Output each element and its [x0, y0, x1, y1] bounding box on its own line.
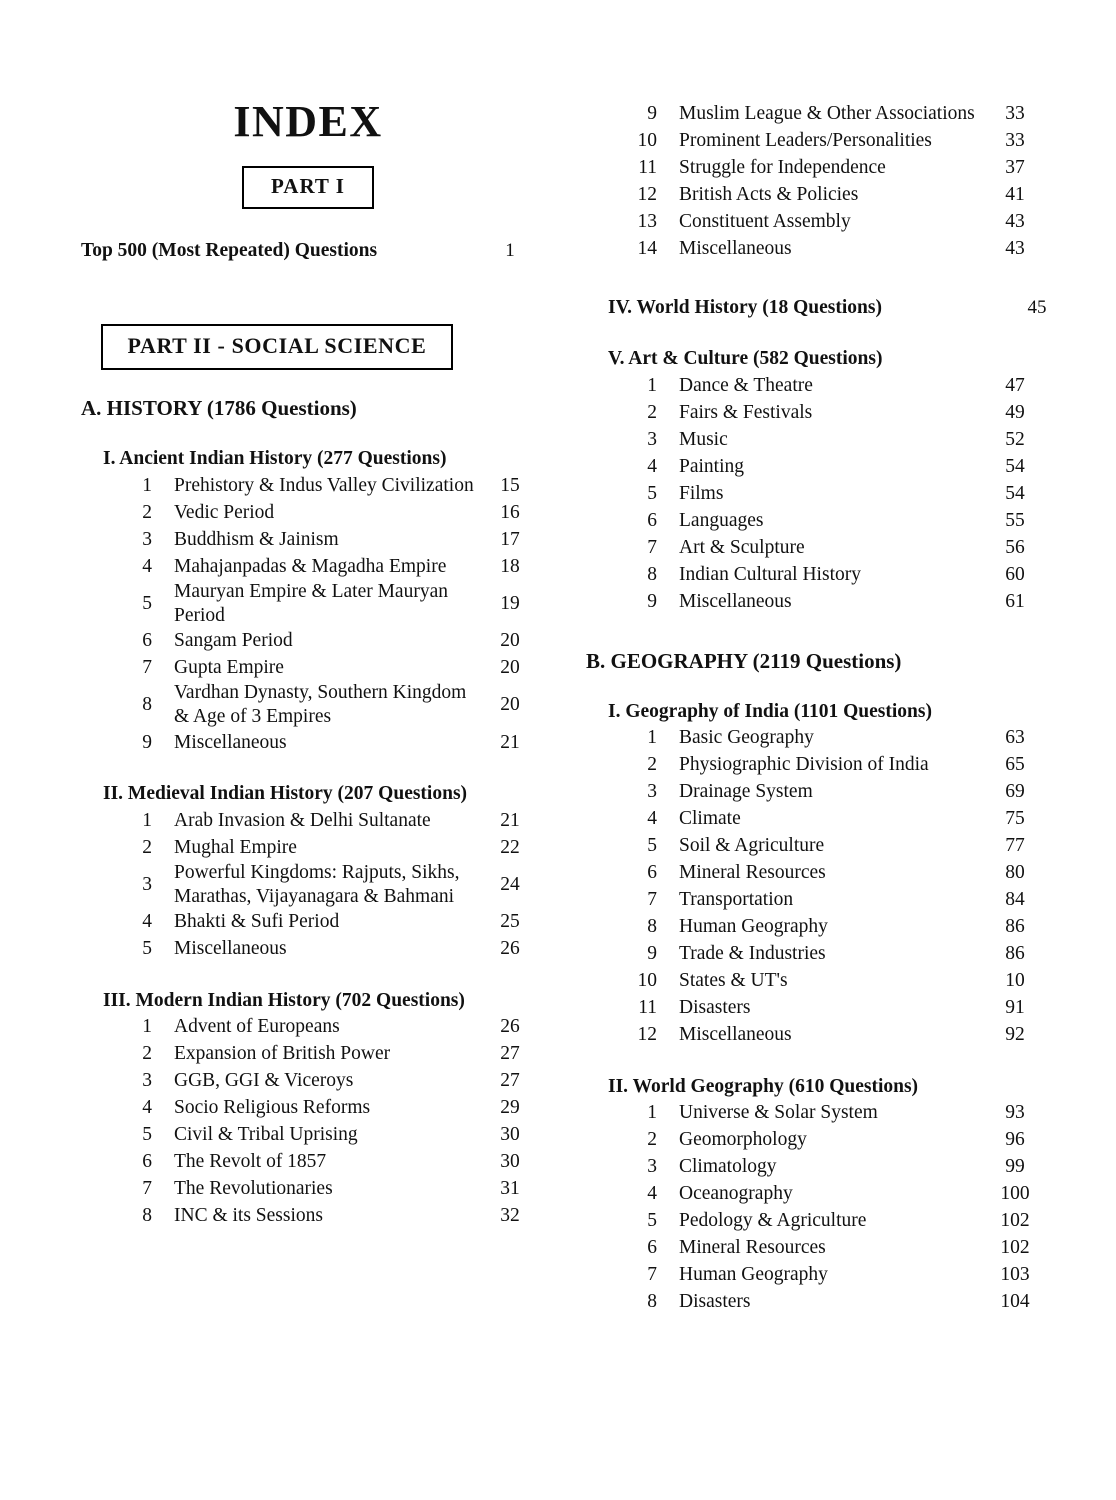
entry-number: 8 — [142, 1205, 152, 1227]
entry-page: 25 — [500, 911, 520, 933]
entry-title: Miscellaneous — [174, 938, 287, 960]
entry-list-medieval-indian-history — [78, 807, 538, 963]
entry-number: 5 — [647, 1210, 657, 1232]
entry-page: 29 — [500, 1097, 520, 1119]
entry-number: 5 — [647, 482, 657, 504]
subsection-heading-ancient-indian-history: I. Ancient Indian History (277 Questions) — [103, 447, 447, 469]
entry-title: Climate — [679, 808, 741, 830]
list-item[interactable] — [583, 1262, 1043, 1289]
entry-title: The Revolt of 1857 — [174, 1151, 327, 1173]
entry-number: 6 — [647, 862, 657, 884]
entry-title: Universe & Solar System — [679, 1102, 878, 1124]
entry-title: Buddhism & Jainism — [174, 528, 339, 550]
entry-page: 43 — [1005, 237, 1025, 259]
entry-number: 7 — [142, 1178, 152, 1200]
list-item[interactable] — [78, 627, 538, 654]
list-item[interactable] — [583, 1235, 1043, 1262]
entry-number: 6 — [647, 1237, 657, 1259]
entry-number: 6 — [142, 630, 152, 652]
entry-title: Basic Geography — [679, 727, 814, 749]
list-item[interactable] — [78, 553, 538, 580]
entry-title: Fairs & Festivals — [679, 401, 813, 423]
subsection-heading-world-history-label: IV. World History (18 Questions) — [608, 297, 882, 318]
part-ii-badge: PART II - SOCIAL SCIENCE — [101, 324, 453, 370]
entry-page: 19 — [500, 592, 520, 614]
list-item[interactable] — [583, 833, 1043, 860]
list-item[interactable] — [583, 480, 1043, 507]
list-item[interactable] — [583, 1127, 1043, 1154]
entry-number: 1 — [142, 809, 152, 831]
entry-number: 12 — [637, 183, 657, 205]
entry-title: The Revolutionaries — [174, 1178, 333, 1200]
list-item[interactable] — [78, 729, 538, 756]
entry-title: GGB, GGI & Viceroys — [174, 1070, 354, 1092]
entry-page: 22 — [500, 836, 520, 858]
entry-number: 4 — [142, 1097, 152, 1119]
list-item[interactable] — [583, 725, 1043, 752]
entry-page: 102 — [1000, 1210, 1030, 1232]
entry-page: 75 — [1005, 808, 1025, 830]
entry-page: 84 — [1005, 889, 1025, 911]
entry-number: 2 — [647, 754, 657, 776]
entry-page: 92 — [1005, 1024, 1025, 1046]
entry-page: 103 — [1000, 1264, 1030, 1286]
entry-page: 102 — [1000, 1237, 1030, 1259]
subsection-page-world-history: 45 — [1027, 297, 1047, 318]
entry-title: Prehistory & Indus Valley Civilization — [174, 474, 474, 496]
entry-page: 65 — [1005, 754, 1025, 776]
entry-page: 63 — [1005, 727, 1025, 749]
list-item[interactable] — [583, 534, 1043, 561]
top-500-label: Top 500 (Most Repeated) Questions — [81, 240, 378, 261]
entry-page: 20 — [500, 630, 520, 652]
list-item[interactable] — [78, 1149, 538, 1176]
entry-title: Painting — [679, 455, 745, 477]
entry-title: Art & Sculpture — [679, 536, 805, 558]
entry-page: 96 — [1005, 1129, 1025, 1151]
entry-title: Trade & Industries — [679, 943, 826, 965]
entry-page: 15 — [500, 474, 520, 496]
entry-title: Physiographic Division of India — [679, 754, 929, 776]
entry-number: 11 — [638, 997, 657, 1019]
list-item[interactable] — [583, 806, 1043, 833]
entry-number: 5 — [142, 938, 152, 960]
entry-page: 30 — [500, 1124, 520, 1146]
entry-page: 43 — [1005, 210, 1025, 232]
list-item[interactable] — [78, 526, 538, 553]
entry-page: 26 — [500, 938, 520, 960]
entry-page: 47 — [1005, 374, 1025, 396]
entry-number: 7 — [647, 536, 657, 558]
list-item[interactable] — [583, 154, 1043, 181]
entry-page: 20 — [500, 694, 520, 716]
entry-number: 1 — [142, 1016, 152, 1038]
entry-number: 14 — [637, 237, 657, 259]
list-item[interactable] — [583, 1154, 1043, 1181]
entry-title: INC & its Sessions — [174, 1205, 323, 1227]
list-item[interactable] — [583, 914, 1043, 941]
entry-title: Mineral Resources — [679, 862, 826, 884]
entry-number: 1 — [142, 474, 152, 496]
entry-number: 3 — [142, 873, 152, 895]
entry-page: 21 — [500, 731, 520, 753]
entry-title: Films — [679, 482, 724, 504]
entry-number: 6 — [142, 1151, 152, 1173]
entry-title: States & UT's — [679, 970, 788, 992]
entry-number: 8 — [647, 1291, 657, 1313]
list-item[interactable] — [583, 100, 1043, 127]
list-item[interactable] — [583, 1181, 1043, 1208]
list-item[interactable] — [78, 681, 538, 729]
entry-title: Mughal Empire — [174, 836, 297, 858]
entry-page: 54 — [1005, 482, 1025, 504]
entry-number: 2 — [647, 1129, 657, 1151]
entry-number: 2 — [142, 501, 152, 523]
entry-page: 55 — [1005, 509, 1025, 531]
entry-number: 5 — [647, 835, 657, 857]
list-item[interactable] — [78, 1122, 538, 1149]
entry-title: British Acts & Policies — [679, 183, 859, 205]
top-500-entry[interactable] — [81, 239, 538, 264]
entry-page: 54 — [1005, 455, 1025, 477]
entry-page: 24 — [500, 873, 520, 895]
entry-title: Human Geography — [679, 1264, 828, 1286]
entry-title: Constituent Assembly — [679, 210, 851, 232]
entry-title: Powerful Kingdoms: Rajputs, Sikhs, Marathas, Vijayanagara & Bahmani — [174, 861, 460, 907]
list-item[interactable] — [78, 936, 538, 963]
entry-number: 3 — [647, 428, 657, 450]
entry-title: Music — [679, 428, 728, 450]
entry-page: 31 — [500, 1178, 520, 1200]
entry-title: Advent of Europeans — [174, 1016, 340, 1038]
list-item[interactable] — [583, 426, 1043, 453]
list-item[interactable] — [583, 752, 1043, 779]
entry-page: 100 — [1000, 1183, 1030, 1205]
entry-number: 10 — [637, 970, 657, 992]
entry-title: Arab Invasion & Delhi Sultanate — [174, 809, 431, 831]
list-item[interactable] — [78, 472, 538, 499]
entry-title: Miscellaneous — [679, 237, 792, 259]
entry-number: 10 — [637, 129, 657, 151]
entry-number: 11 — [638, 156, 657, 178]
section-heading-geography: B. GEOGRAPHY (2119 Questions) — [586, 648, 902, 673]
entry-number: 4 — [142, 555, 152, 577]
list-item[interactable] — [78, 1203, 538, 1230]
entry-title: Oceanography — [679, 1183, 793, 1205]
top-500-page: 1 — [505, 240, 515, 262]
list-item[interactable] — [583, 507, 1043, 534]
entry-title: Prominent Leaders/Personalities — [679, 129, 932, 151]
entry-number: 1 — [647, 1102, 657, 1124]
entry-page: 91 — [1005, 997, 1025, 1019]
entry-number: 2 — [647, 401, 657, 423]
entry-number: 4 — [142, 911, 152, 933]
entry-number: 3 — [647, 781, 657, 803]
list-item[interactable] — [78, 834, 538, 861]
entry-list-modern-indian-history-part2 — [583, 100, 1043, 262]
entry-title: Miscellaneous — [174, 731, 287, 753]
subsection-heading-art-and-culture: V. Art & Culture (582 Questions) — [608, 347, 883, 369]
entry-list-art-and-culture — [583, 372, 1043, 615]
list-item[interactable] — [583, 588, 1043, 615]
list-item[interactable] — [583, 1289, 1043, 1316]
entry-title: Gupta Empire — [174, 657, 284, 679]
list-item[interactable] — [583, 1022, 1043, 1049]
list-item[interactable] — [78, 1014, 538, 1041]
entry-number: 1 — [647, 374, 657, 396]
entry-list-world-geography — [583, 1100, 1043, 1316]
entry-page: 27 — [500, 1043, 520, 1065]
entry-page: 41 — [1005, 183, 1025, 205]
entry-page: 20 — [500, 657, 520, 679]
entry-title: Expansion of British Power — [174, 1043, 391, 1065]
entry-title: Geomorphology — [679, 1129, 807, 1151]
entry-number: 8 — [647, 916, 657, 938]
entry-number: 1 — [647, 727, 657, 749]
entry-title: Muslim League & Other Associations — [679, 102, 975, 124]
list-item[interactable] — [583, 968, 1043, 995]
entry-title: Mahajanpadas & Magadha Empire — [174, 555, 447, 577]
entry-title: Civil & Tribal Uprising — [174, 1124, 358, 1146]
entry-number: 2 — [142, 1043, 152, 1065]
list-item[interactable] — [583, 1100, 1043, 1127]
list-item[interactable] — [583, 181, 1043, 208]
entry-page: 33 — [1005, 102, 1025, 124]
list-item[interactable] — [78, 1041, 538, 1068]
entry-number: 9 — [142, 731, 152, 753]
entry-number: 13 — [637, 210, 657, 232]
subsection-heading-world-history — [608, 296, 1047, 321]
entry-page: 69 — [1005, 781, 1025, 803]
entry-number: 3 — [647, 1156, 657, 1178]
list-item[interactable] — [78, 861, 538, 909]
entry-number: 7 — [142, 657, 152, 679]
entry-page: 86 — [1005, 943, 1025, 965]
list-item[interactable] — [78, 807, 538, 834]
entry-title: Vardhan Dynasty, Southern Kingdom & Age of 3 Empires — [174, 682, 467, 728]
entry-number: 6 — [647, 509, 657, 531]
entry-number: 7 — [647, 1264, 657, 1286]
entry-list-geography-of-india — [583, 725, 1043, 1049]
subsection-heading-world-geography: II. World Geography (610 Questions) — [608, 1075, 919, 1097]
entry-number: 9 — [647, 590, 657, 612]
entry-page: 77 — [1005, 835, 1025, 857]
entry-page: 32 — [500, 1205, 520, 1227]
entry-page: 17 — [500, 528, 520, 550]
right-column — [583, 0, 1047, 1316]
left-column — [78, 0, 538, 1230]
entry-title: Disasters — [679, 997, 751, 1019]
entry-number: 4 — [647, 1183, 657, 1205]
entry-title: Dance & Theatre — [679, 374, 813, 396]
subsection-heading-modern-indian-history: III. Modern Indian History (702 Questions) — [103, 989, 465, 1011]
entry-number: 8 — [142, 694, 152, 716]
list-item[interactable] — [583, 372, 1043, 399]
list-item[interactable] — [583, 127, 1043, 154]
list-item[interactable] — [583, 453, 1043, 480]
entry-page: 56 — [1005, 536, 1025, 558]
entry-page: 37 — [1005, 156, 1025, 178]
entry-number: 9 — [647, 102, 657, 124]
list-item[interactable] — [583, 561, 1043, 588]
entry-page: 99 — [1005, 1156, 1025, 1178]
list-item[interactable] — [583, 941, 1043, 968]
entry-number: 3 — [142, 1070, 152, 1092]
entry-title: Disasters — [679, 1291, 751, 1313]
entry-number: 4 — [647, 455, 657, 477]
entry-title: Indian Cultural History — [679, 563, 861, 585]
entry-number: 3 — [142, 528, 152, 550]
entry-number: 5 — [142, 592, 152, 614]
entry-page: 61 — [1005, 590, 1025, 612]
entry-number: 2 — [142, 836, 152, 858]
entry-page: 86 — [1005, 916, 1025, 938]
list-item[interactable] — [78, 1176, 538, 1203]
list-item[interactable] — [583, 887, 1043, 914]
list-item[interactable] — [583, 235, 1043, 262]
entry-page: 16 — [500, 501, 520, 523]
entry-title: Human Geography — [679, 916, 828, 938]
entry-page: 21 — [500, 809, 520, 831]
entry-title: Transportation — [679, 889, 794, 911]
entry-title: Struggle for Independence — [679, 156, 886, 178]
entry-title: Bhakti & Sufi Period — [174, 911, 340, 933]
list-item[interactable] — [78, 580, 538, 628]
entry-page: 93 — [1005, 1102, 1025, 1124]
entry-title: Vedic Period — [174, 501, 275, 523]
subsection-heading-geography-of-india: I. Geography of India (1101 Questions) — [608, 700, 932, 722]
entry-number: 12 — [637, 1024, 657, 1046]
entry-title: Soil & Agriculture — [679, 835, 825, 857]
entry-page: 60 — [1005, 563, 1025, 585]
entry-title: Languages — [679, 509, 764, 531]
entry-page: 49 — [1005, 401, 1025, 423]
section-heading-history: A. HISTORY (1786 Questions) — [81, 395, 357, 420]
page-title: INDEX — [233, 97, 383, 146]
entry-page: 80 — [1005, 862, 1025, 884]
part-i-badge: PART I — [242, 166, 374, 209]
entry-number: 9 — [647, 943, 657, 965]
entry-page: 10 — [1005, 970, 1025, 992]
list-item[interactable] — [583, 779, 1043, 806]
entry-page: 104 — [1000, 1291, 1030, 1313]
entry-title: Socio Religious Reforms — [174, 1097, 371, 1119]
entry-page: 33 — [1005, 129, 1025, 151]
list-item[interactable] — [583, 995, 1043, 1022]
entry-page: 52 — [1005, 428, 1025, 450]
entry-title: Mineral Resources — [679, 1237, 826, 1259]
list-item[interactable] — [78, 499, 538, 526]
entry-title: Miscellaneous — [679, 1024, 792, 1046]
entry-number: 5 — [142, 1124, 152, 1146]
list-item[interactable] — [583, 208, 1043, 235]
list-item[interactable] — [78, 1095, 538, 1122]
subsection-heading-medieval-indian-history: II. Medieval Indian History (207 Questions) — [103, 783, 468, 805]
entry-page: 27 — [500, 1070, 520, 1092]
list-item[interactable] — [583, 399, 1043, 426]
entry-number: 7 — [647, 889, 657, 911]
entry-page: 18 — [500, 555, 520, 577]
entry-title: Sangam Period — [174, 630, 293, 652]
list-item[interactable] — [78, 909, 538, 936]
entry-page: 30 — [500, 1151, 520, 1173]
entry-title: Climatology — [679, 1156, 777, 1178]
entry-list-modern-indian-history-part1 — [78, 1014, 538, 1230]
entry-page: 26 — [500, 1016, 520, 1038]
entry-title: Pedology & Agriculture — [679, 1210, 867, 1232]
list-item[interactable] — [78, 1068, 538, 1095]
entry-title: Miscellaneous — [679, 590, 792, 612]
entry-title: Mauryan Empire & Later Mauryan Period — [174, 580, 448, 626]
entry-list-ancient-indian-history — [78, 472, 538, 756]
entry-number: 4 — [647, 808, 657, 830]
entry-number: 8 — [647, 563, 657, 585]
list-item[interactable] — [583, 1208, 1043, 1235]
entry-title: Drainage System — [679, 781, 813, 803]
list-item[interactable] — [583, 860, 1043, 887]
list-item[interactable] — [78, 654, 538, 681]
